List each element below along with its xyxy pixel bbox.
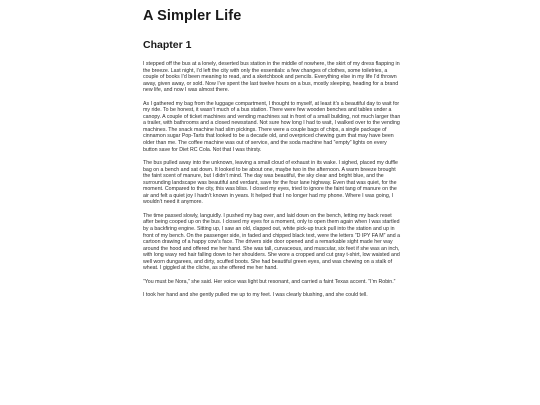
paragraph: The bus pulled away into the unknown, leaving a small cloud of exhaust in its wake. I sighed, placed my duffle bag on a bench and sat down. It looked to be about one, maybe two in the afternoon. A warm breeze brought the faint scent of manure, but I didn’t mind. The day was beautiful, the sky clear and bright blue, and the surrounding landscape was beautiful and verdant, save for the four lane highway. Even that was quiet, for the moment. Compared to the city, this was bliss. I closed my eyes, tried to ignore the faint tang of manure on the air and felt a quiet joy I hadn’t known in years. It helped that I no longer had my phone. Where I was going, I wouldn’t need it anymore.: [143, 160, 398, 206]
document-page: [143, 0, 401, 306]
chapter-body: [143, 61, 401, 299]
paragraph: I stepped off the bus at a lonely, deserted bus station in the middle of nowhere, the skirt of my dress flapping in the breeze. Last night, I’d left the city with only the essentials: a few changes of clothes, some toiletries, a couple of books I’d been meaning to read, and a sketchbook and pencils. Everything else in my life I’d thrown away, given away, or sold. Now I’ve spent the last twelve hours on a bus, mostly sleeping, heading for a brand new life, and now I was almost there.: [143, 61, 400, 94]
paragraph: The time passed slowly, languidly. I pushed my bag over, and laid down on the bench, letting my back reset after being cooped up on the bus. I closed my eyes for a moment, only to open them again when I was startled by a backfiring engine. Sitting up, I saw an old, clapped out, white pick-up truck pull into the station and up in front of my bench. On the passenger side, in faded and chipped black text, were the letters “D IPY FA M” and a cartoon drawing of a happy cow’s face. The drivers side door opened and a remarkable sight made her way around the hood and offered me her hand. She was tall, curvaceous, and muscular, six feet if she was an inch, with long wavy red hair falling down to her shoulders. She wore a cropped and cut gray t-shirt, low waisted and well worn dungarees, and dirty, scuffed boots. She had beautiful green eyes, and was chewing on a stalk of wheat. I giggled at the cliche, as she offered me her hand.: [143, 212, 401, 272]
paragraph: As I gathered my bag from the luggage compartment, I thought to myself, at least it’s a beautiful day to wait for my ride. To be honest, it wasn’t much of a bus station. There were few wooden benches and tables under a canopy. A couple of ticket machines and vending machines sat in front of a small building, not much larger than a trailer, with bathrooms and a closed newsstand. Not sure how long I had to wait, I walked over to the vending machines. The snack machine had slim pickings. There were a couple bags of chips, a single package of cinnamon sugar Pop-Tarts that looked to be a decade old, and overpriced chewing gum that may have been older than me. The coffee machine was out of service, and the soda machine had “empty” lights on every button save for Diet RC Cola. Not that I was thirsty.: [143, 100, 401, 153]
paragraph: I took her hand and she gently pulled me up to my feet. I was clearly blushing, and she could tell.: [143, 292, 368, 299]
paragraph: “You must be Nora,” she said. Her voice was light but resonant, and carried a faint Texas accent. “I’m Robin.”: [143, 278, 396, 285]
chapter-title: Chapter 1: [143, 39, 192, 51]
book-title: A Simpler Life: [143, 8, 242, 24]
